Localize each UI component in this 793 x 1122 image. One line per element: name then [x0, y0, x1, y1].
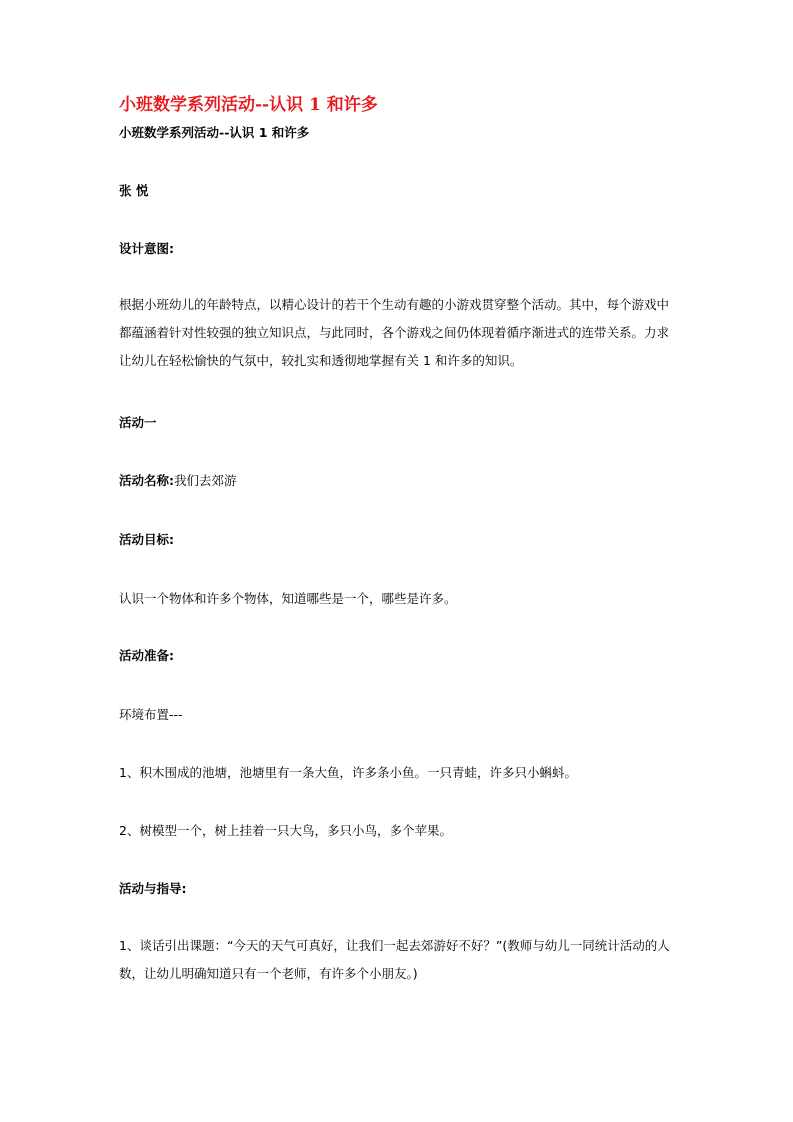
prep-item-2: 2、树模型一个，树上挂着一只大鸟，多只小鸟，多个苹果。: [119, 823, 452, 838]
guide-item-1: 1、谈话引出课题：“今天的天气可真好，让我们一起去郊游好不好？”(教师与幼儿一同统计活动的人数，让幼儿明确知道只有一个老师，有许多个小朋友。): [119, 938, 670, 981]
design-intent-paragraph: 根据小班幼儿的年龄特点，以精心设计的若干个生动有趣的小游戏贯穿整个活动。其中，每个游戏中都蕴涵着针对性较强的独立知识点，与此同时，各个游戏之间仍体现着循序渐进式的连带关系。力求让幼儿在轻松愉快的气氛中，较扎实和透彻地掌握有关 1 和许多的知识。: [119, 297, 670, 368]
activity-prep-heading: 活动准备:: [119, 648, 174, 663]
prep-item-1: 1、积木围成的池塘，池塘里有一条大鱼，许多条小鱼。一只青蛙，许多只小蝌蚪。: [119, 765, 577, 780]
activity-goal-text: 认识一个物体和许多个物体，知道哪些是一个，哪些是许多。: [119, 591, 457, 606]
activity-guide-heading: 活动与指导:: [119, 881, 187, 896]
activity-name-line: [119, 472, 237, 490]
design-intent-heading: 设计意图:: [119, 241, 174, 256]
environment-setup-text: 环境布置---: [119, 707, 183, 722]
document-title: 小班数学系列活动--认识 1 和许多: [119, 95, 378, 115]
document-subtitle: 小班数学系列活动--认识 1 和许多: [119, 125, 310, 140]
activity-goal-heading: 活动目标:: [119, 532, 174, 547]
author-name: 张 悦: [119, 183, 149, 198]
activity-one-heading: 活动一: [119, 415, 157, 430]
activity-name-label: 活动名称:: [119, 473, 174, 488]
activity-name-value: 我们去郊游: [174, 473, 237, 488]
